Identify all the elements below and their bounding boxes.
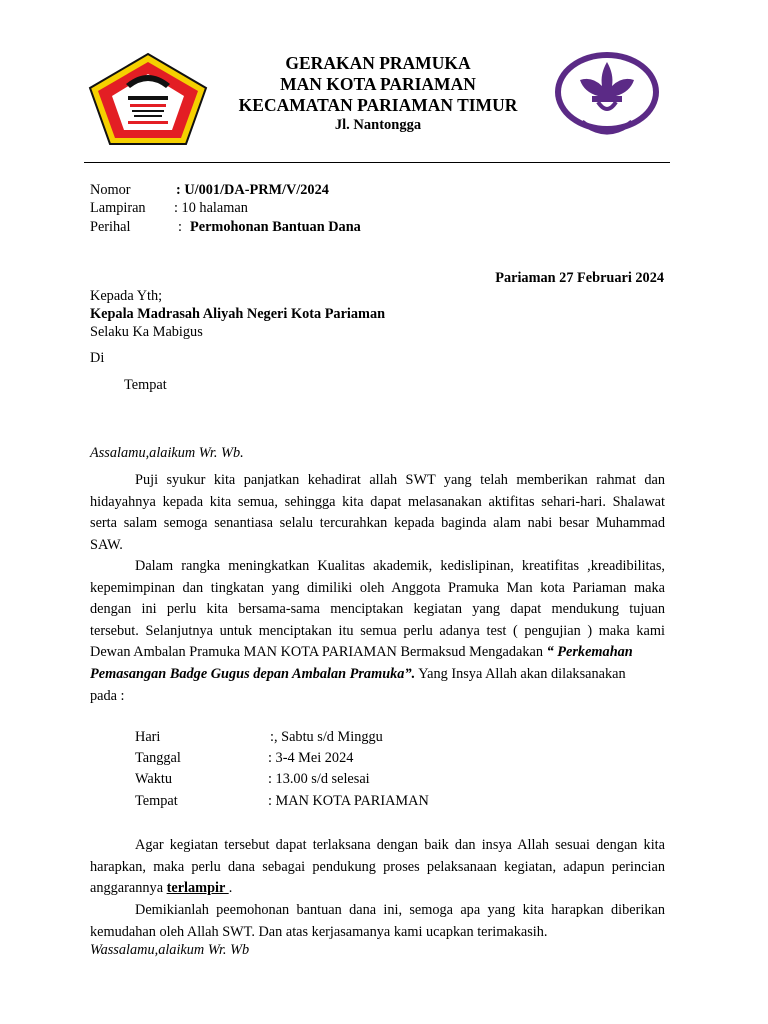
- p3-line: Agar kegiatan tersebut dapat terlaksana dengan baik dan insya Allah sesuai dengan kita: [135, 837, 665, 853]
- attachment-link[interactable]: terlampir: [166, 880, 229, 897]
- perihal-label: Perihal: [90, 219, 131, 235]
- ambalan-pentagon-logo: [88, 52, 208, 146]
- nomor-label: Nomor: [90, 182, 131, 198]
- p2-text: Yang Insya Allah akan dilaksanakan: [415, 665, 626, 682]
- p4-line: kemudahan oleh Allah SWT. Dan atas kerjasamanya kami ucapkan terimakasih.: [90, 923, 548, 940]
- waktu-label: Waktu: [135, 771, 172, 787]
- p3-line: [90, 878, 665, 900]
- letter-date: Pariaman 27 Februari 2024: [495, 270, 664, 286]
- tanggal-label: Tanggal: [135, 750, 181, 766]
- tunas-kelapa-scout-emblem: [552, 50, 662, 142]
- event-name-start: “ Perkemahan: [546, 644, 633, 661]
- p1-line: Puji syukur kita panjatkan kehadirat allah SWT yang telah memberikan rahmat dan: [135, 472, 665, 488]
- header-divider: [84, 162, 670, 163]
- paragraph-purpose: [90, 556, 665, 707]
- hari-label: Hari: [135, 729, 161, 745]
- p2-text: Dewan Ambalan Pramuka MAN KOTA PARIAMAN Bermaksud Mengadakan: [90, 644, 547, 661]
- perihal-value: Permohonan Bantuan Dana: [190, 219, 361, 235]
- p2-line: pada :: [90, 687, 125, 704]
- tempat-label: Tempat: [135, 793, 178, 809]
- p2-line: tersebut. Selanjutnya untuk menciptakan itu semua perlu adanya test ( pengujian ) maka kami: [90, 622, 665, 639]
- p1-line: hidayahnya kepada kita semua, sehingga kita dapat melasanakan aktifitas sehari-hari. Shalawat: [90, 493, 665, 510]
- waktu-value: : 13.00 s/d selesai: [268, 771, 370, 787]
- nomor-value: : U/001/DA-PRM/V/2024: [176, 182, 329, 198]
- p2-line: dengan ini perlu kita bersama-sama menciptakan kegiatan yang dapat mendukung tujuan: [90, 601, 665, 618]
- p3-text: .: [228, 880, 233, 897]
- paragraph-closing: [90, 900, 665, 943]
- address: Jl. Nantongga: [334, 117, 422, 133]
- org-name: GERAKAN PRAMUKA: [285, 53, 471, 73]
- hari-value: :, Sabtu s/d Minggu: [270, 729, 383, 745]
- greeting: Assalamu,alaikum Wr. Wb.: [90, 445, 244, 461]
- event-name-end: Pemasangan Badge Gugus depan Ambalan Pramuka”.: [90, 665, 416, 682]
- perihal-colon: :: [178, 219, 182, 235]
- p1-line: SAW.: [90, 536, 123, 553]
- school-name: MAN KOTA PARIAMAN: [280, 74, 476, 94]
- recipient-role: Selaku Ka Mabigus: [90, 324, 203, 340]
- p3-text: anggarannya: [90, 880, 167, 897]
- paragraph-funding: [90, 835, 665, 900]
- recipient-place: Tempat: [124, 377, 167, 393]
- tempat-value: : MAN KOTA PARIAMAN: [268, 793, 429, 809]
- p2-line: [90, 664, 665, 686]
- closing-salutation: Wassalamu,alaikum Wr. Wb: [90, 942, 250, 958]
- recipient-name: Kepala Madrasah Aliyah Negeri Kota Pariaman: [90, 306, 386, 322]
- p1-line: serta salam semoga senantiasa selalu tercurahkan kepada baginda alam nabi besar Muhammad: [90, 515, 665, 532]
- p2-line: kepemimpinan dan tingkatan yang dimiliki oleh Anggota Pramuka Man kota Pariaman maka: [90, 579, 665, 596]
- paragraph-opening: [90, 470, 665, 556]
- p2-line: [90, 642, 665, 664]
- p2-line: Dalam rangka meningkatkan Kualitas akademik, kedislipinan, kreatifitas ,kreadibilitas,: [135, 558, 665, 574]
- recipient-di: Di: [90, 350, 105, 366]
- p3-line: harapkan, maka perlu dana sebagai pendukung proses pelaksanaan kegiatan, adapun perincian: [90, 858, 665, 875]
- lampiran-value: : 10 halaman: [174, 200, 248, 216]
- p4-line: Demikianlah peemohonan bantuan dana ini, semoga apa yang kita harapkan diberikan: [135, 902, 665, 918]
- district-name: KECAMATAN PARIAMAN TIMUR: [238, 95, 518, 115]
- recipient-to: Kepada Yth;: [90, 288, 163, 304]
- lampiran-label: Lampiran: [90, 200, 146, 216]
- tanggal-value: : 3-4 Mei 2024: [268, 750, 354, 766]
